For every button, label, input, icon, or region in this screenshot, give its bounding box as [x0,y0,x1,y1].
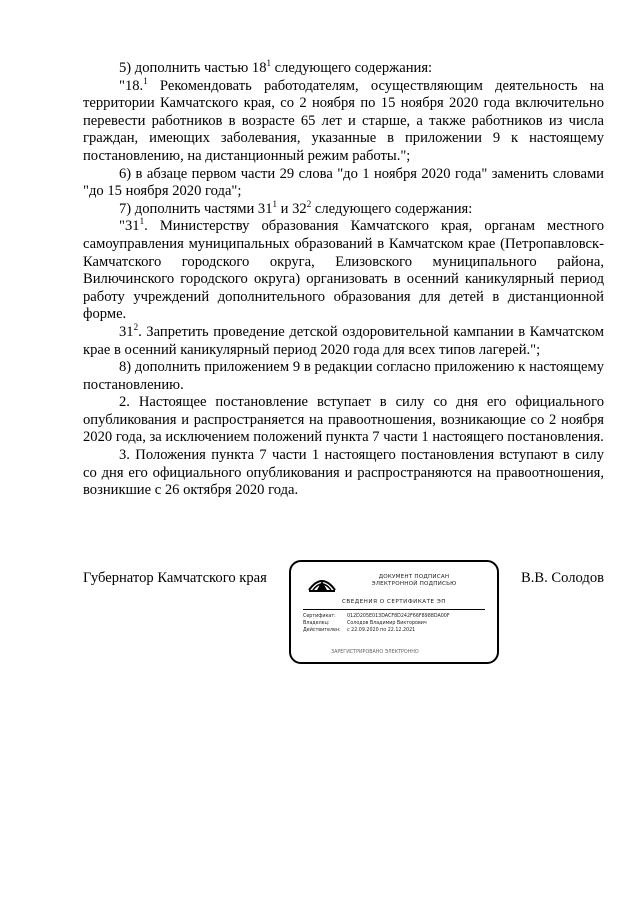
electronic-signature-stamp [289,560,499,664]
paragraph-text: следующего содержания: [311,200,473,217]
paragraph-text: Рекомендовать работодателям, осуществляющим деятельность на территории Камчатского края, со 2 ноября по 15 ноября 2020 года включительно перевести работников в возрасте 65 лет и старше, а также работников из числа граждан, имеющих заболевания, указанные в приложении 9 к настоящему постановлению, на дистанционный режим работы."; [83,77,604,164]
paragraph-text: следующего содержания: [271,60,433,76]
document-body [83,60,604,500]
coat-of-arms-icon [307,570,337,594]
superscript-index: 1 [266,58,271,68]
stamp-row-label: Сертификат: [303,614,336,619]
superscript-index: 1 [272,198,278,209]
document-paragraph [83,394,604,447]
document-paragraph [83,321,604,359]
document-paragraph [83,218,604,324]
paragraph-text: 31 [119,323,134,340]
stamp-row-validity [303,627,450,634]
stamp-row-value: Солодов Владимир Викторович [347,621,427,627]
paragraph-text: 5) дополнить частью 18 [119,60,267,76]
document-paragraph [83,75,604,166]
signatory-title: Губернатор Камчатского края [83,570,267,586]
paragraph-text: "18. [119,77,144,94]
stamp-row-value: с 22.09.2020 по 22.12.2021 [347,628,416,634]
document-paragraph [83,60,604,78]
document-paragraph [83,359,604,394]
paragraph-text: 7) дополнить частями 31 [119,200,273,217]
superscript-index: 2 [306,198,312,209]
stamp-footer: ЗАРЕГИСТРИРОВАНО ЭЛЕКТРОННО [331,650,419,655]
paragraph-text: 8) дополнить приложением 9 в редакции согласно приложению к настоящему постановлению. [83,359,604,393]
stamp-divider [303,609,485,610]
document-paragraph [83,198,604,219]
paragraph-text: 3. Положения пункта 7 части 1 настоящего постановления вступают в силу со дня его официального опубликования и распространяются на правоотношения, возникшие с 26 октября 2020 года. [83,447,604,499]
document-paragraph [83,166,604,201]
stamp-row-certificate [303,613,450,620]
signature-block [0,560,640,670]
stamp-heading-line1: ДОКУМЕНТ ПОДПИСАН [378,574,450,580]
stamp-heading-line2: ЭЛЕКТРОННОЙ ПОДПИСЬЮ [371,581,457,587]
stamp-row-owner [303,620,450,627]
paragraph-text: . Запретить проведение детской оздоровительной кампании в Камчатском крае в осенний каникулярный период 2020 года для всех типов лагерей."; [83,323,604,358]
paragraph-text: и 32 [277,200,307,217]
paragraph-text: 6) в абзаце первом части 29 слова "до 1 ноября 2020 года" заменить словами "до 15 ноября 2020 года"; [83,165,604,200]
paragraph-text: . Министерству образования Камчатского края, органам местного самоуправления муниципальных образований в Камчатском крае (Петропавловск-Камчатского городского округа, Елизовского муниципального района, Вилючинского городского округа) организовать в осенний каникулярный период работу учреждений дополнительного образования для детей в дистанционной форме. [83,218,604,323]
stamp-row-label: Владелец: [303,621,330,627]
paragraph-text: 2. Настоящее постановление вступает в силу со дня его официального опубликования и распространяется на правоотношения, возникающие со 2 ноября 2020 года, за исключением положений пункта 7 части 1 настоящего постановления. [83,394,604,446]
document-paragraph [83,447,604,500]
signatory-name: В.В. Солодов [521,570,605,586]
paragraph-text: "31 [119,218,140,235]
stamp-row-label: Действителен: [303,628,341,634]
superscript-index: 1 [143,75,148,86]
stamp-heading [349,574,479,588]
stamp-cert-table [303,613,450,635]
superscript-index: 1 [139,216,145,227]
superscript-index: 2 [133,321,139,332]
stamp-row-value: 012D205E013DACF8D242F66F8988DA00F [347,614,450,619]
stamp-cert-title: СВЕДЕНИЯ О СЕРТИФИКАТЕ ЭП [342,599,446,605]
